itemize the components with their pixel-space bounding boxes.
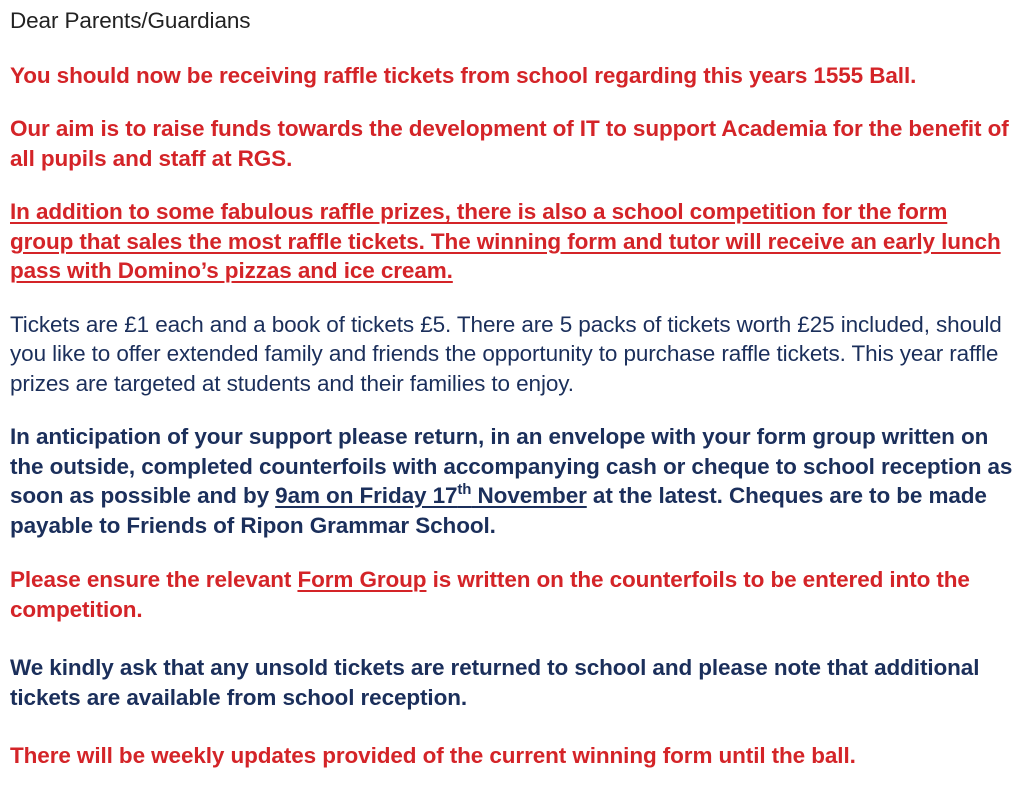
form-group-reminder-end: is written on the counterfoils to be entered into the competition. [10, 567, 970, 622]
deadline-date [275, 483, 587, 508]
paragraph-unsold-tickets: We kindly ask that any unsold tickets are returned to school and please note that additional tickets are available from school reception. [10, 655, 980, 710]
paragraph-weekly-updates: There will be weekly updates provided of the current winning form until the ball. [10, 743, 856, 768]
return-instructions-end: at the latest. Cheques are to be made payable to Friends of Ripon Grammar School. [10, 483, 987, 538]
paragraph-return-instructions [10, 422, 1014, 540]
form-group-highlight: Form Group [297, 567, 427, 592]
return-instructions-text: In anticipation of your support please return, in an envelope with your form group written on the outside, completed counterfoils with accompanying cash or cheque to school reception as soon as possible and by [10, 424, 1013, 508]
paragraph-fundraising-aim: Our aim is to raise funds towards the development of IT to support Academia for the benefit of all pupils and staff at RGS. [10, 116, 1009, 171]
paragraph-raffle-tickets: You should now be receiving raffle tickets from school regarding this years 1555 Ball. [10, 62, 917, 88]
paragraph-form-group-reminder [10, 565, 1014, 624]
form-group-reminder-start: Please ensure the relevant [10, 567, 298, 592]
deadline-time: 9am on Friday 17 [275, 483, 458, 508]
paragraph-ticket-prices: Tickets are £1 each and a book of tickets £5. There are 5 packs of tickets worth £25 included, should you like to offer extended family and friends the opportunity to purchase raffle tickets. This year raffle prizes are targeted at students and their families to enjoy. [10, 311, 1002, 396]
paragraph-competition: In addition to some fabulous raffle prizes, there is also a school competition for the form group that sales the most raffle tickets. The winning form and tutor will receive an early lunch pass with Domino’s pizzas and ice cream. [10, 199, 1001, 283]
deadline-month: November [471, 483, 587, 508]
greeting: Dear Parents/Guardians [10, 8, 251, 33]
letter-body [10, 6, 1014, 771]
deadline-ordinal: th [457, 481, 472, 498]
